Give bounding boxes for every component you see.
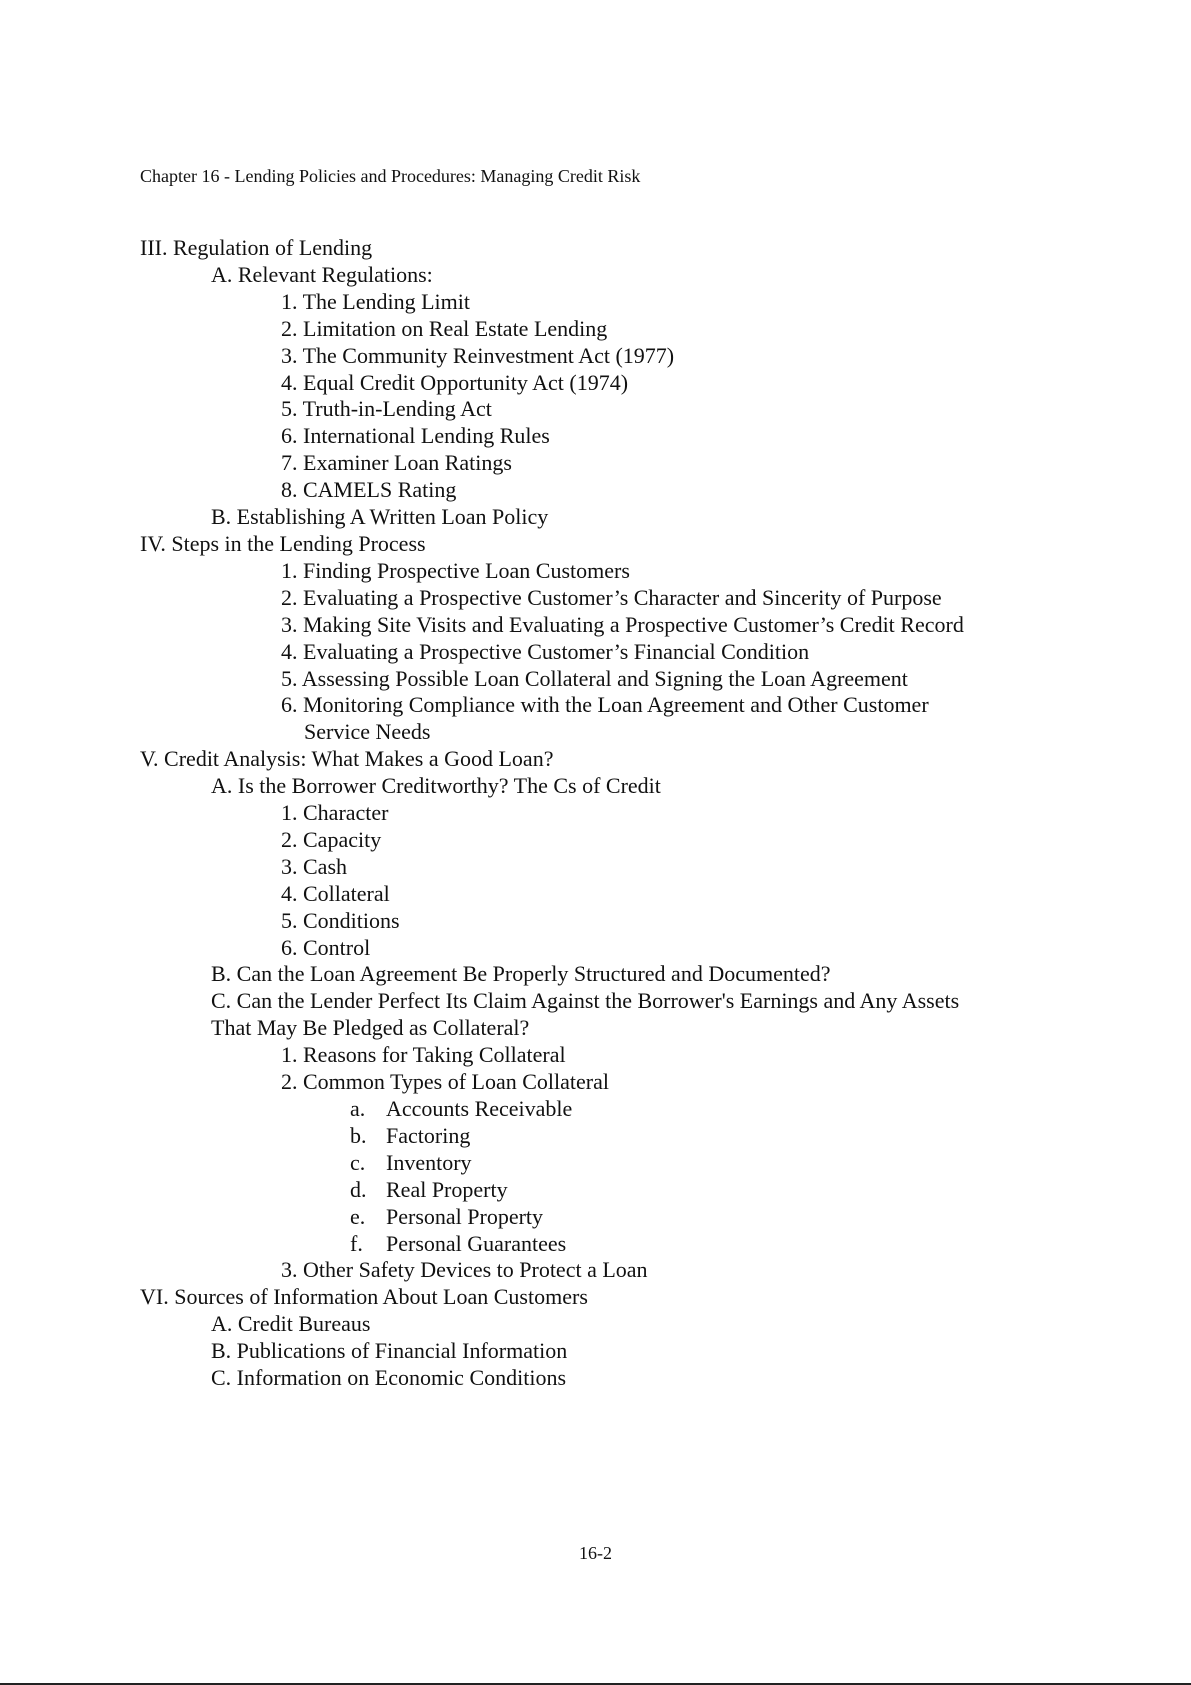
outline-item-text: A. Is the Borrower Creditworthy? The Cs of Credit <box>211 773 661 799</box>
outline-item <box>140 800 1140 827</box>
outline-item <box>140 1096 1140 1123</box>
outline-item-text: 5. Conditions <box>281 907 400 933</box>
outline-item-marker: e. <box>350 1203 366 1229</box>
outline-item <box>140 585 1140 612</box>
outline-item-text: 7. Examiner Loan Ratings <box>281 450 512 476</box>
outline-item <box>140 504 1140 531</box>
chapter-header: Chapter 16 - Lending Policies and Procedures: Managing Credit Risk <box>140 166 641 186</box>
outline-item <box>140 1015 1140 1042</box>
outline-item-text: V. Credit Analysis: What Makes a Good Loan? <box>140 746 554 772</box>
outline-item <box>140 1204 1140 1231</box>
outline-item <box>140 908 1140 935</box>
outline-item-text: 6. International Lending Rules <box>281 423 550 449</box>
outline-item-text: 3. The Community Reinvestment Act (1977) <box>281 342 675 368</box>
outline-item-marker: d. <box>350 1176 367 1202</box>
outline-item <box>140 477 1140 504</box>
outline-item <box>140 988 1140 1015</box>
outline-item <box>140 423 1140 450</box>
outline-item <box>140 961 1140 988</box>
outline-item <box>140 1069 1140 1096</box>
outline-item <box>140 692 1140 719</box>
outline-item-text: 2. Limitation on Real Estate Lending <box>281 315 608 341</box>
outline-item <box>140 1311 1140 1338</box>
outline-item-text: C. Can the Lender Perfect Its Claim Against the Borrower's Earnings and Any Assets <box>211 988 960 1014</box>
outline-item-text: VI. Sources of Information About Loan Customers <box>140 1284 588 1310</box>
outline-item-text: 2. Capacity <box>281 826 382 852</box>
outline-item <box>140 854 1140 881</box>
outline-item <box>140 558 1140 585</box>
outline-item <box>140 1257 1140 1284</box>
outline-item <box>140 316 1140 343</box>
outline-item <box>140 1365 1140 1392</box>
outline-item <box>140 719 1140 746</box>
outline-item <box>140 1231 1140 1258</box>
outline-item-text: 8. CAMELS Rating <box>281 477 457 503</box>
outline-item-text: Inventory <box>386 1149 472 1175</box>
outline-item <box>140 450 1140 477</box>
outline-item-text: 4. Equal Credit Opportunity Act (1974) <box>281 369 629 395</box>
outline-item-text: 4. Collateral <box>281 880 390 906</box>
outline-item-text: 4. Evaluating a Prospective Customer’s Financial Condition <box>281 638 810 664</box>
outline-item <box>140 1284 1140 1311</box>
outline-item <box>140 773 1140 800</box>
outline-item-text: Real Property <box>386 1176 508 1202</box>
outline-item-text: 5. Truth-in-Lending Act <box>281 396 492 422</box>
outline-item <box>140 1177 1140 1204</box>
outline-item <box>140 235 1140 262</box>
outline-item-text: That May Be Pledged as Collateral? <box>211 1015 530 1041</box>
outline-item-text: Personal Guarantees <box>386 1230 567 1256</box>
outline-item-text: Personal Property <box>386 1203 544 1229</box>
outline-item-text: B. Establishing A Written Loan Policy <box>211 504 549 530</box>
outline-item-text: 1. Reasons for Taking Collateral <box>281 1042 566 1068</box>
outline-item <box>140 396 1140 423</box>
page-number: 16-2 <box>579 1543 612 1563</box>
outline-item-marker: f. <box>350 1230 363 1256</box>
outline-item-text: 1. Character <box>281 800 389 826</box>
outline-item-text: 3. Making Site Visits and Evaluating a Prospective Customer’s Credit Record <box>281 611 964 637</box>
outline-item <box>140 1150 1140 1177</box>
outline-item-text: III. Regulation of Lending <box>140 235 373 260</box>
outline-item-text: B. Can the Loan Agreement Be Properly Structured and Documented? <box>211 961 831 987</box>
outline-item-text: Factoring <box>386 1122 471 1148</box>
outline-item-marker: a. <box>350 1096 366 1121</box>
outline-item-text: Service Needs <box>304 719 431 745</box>
outline-item-text: 2. Common Types of Loan Collateral <box>281 1069 610 1095</box>
outline-item <box>140 935 1140 962</box>
outline-item-marker: c. <box>350 1149 366 1175</box>
outline-item-text: 2. Evaluating a Prospective Customer’s Character and Sincerity of Purpose <box>281 584 942 610</box>
outline-item-marker: b. <box>350 1122 367 1148</box>
outline-item-text: B. Publications of Financial Information <box>211 1338 568 1364</box>
outline-item-text: Accounts Receivable <box>386 1096 573 1121</box>
outline-item <box>140 370 1140 397</box>
outline-item <box>140 1338 1140 1365</box>
outline-item-text: 3. Other Safety Devices to Protect a Loan <box>281 1257 648 1283</box>
outline-item <box>140 262 1140 289</box>
outline-item <box>140 827 1140 854</box>
outline-item-text: A. Relevant Regulations: <box>211 261 433 287</box>
outline-item <box>140 1042 1140 1069</box>
outline-item <box>140 289 1140 316</box>
outline-item-text: 6. Monitoring Compliance with the Loan Agreement and Other Customer <box>281 692 929 718</box>
outline-item <box>140 612 1140 639</box>
outline-item-text: 6. Control <box>281 934 371 960</box>
outline-item-text: A. Credit Bureaus <box>211 1311 371 1337</box>
outline-item <box>140 1123 1140 1150</box>
outline-item-text: 5. Assessing Possible Loan Collateral and Signing the Loan Agreement <box>281 665 908 691</box>
outline-item-text: C. Information on Economic Conditions <box>211 1365 567 1391</box>
outline <box>140 235 1140 1392</box>
outline-item-text: 1. Finding Prospective Loan Customers <box>281 557 630 583</box>
outline-item <box>140 531 1140 558</box>
outline-item <box>140 666 1140 693</box>
outline-item <box>140 746 1140 773</box>
outline-item <box>140 343 1140 370</box>
outline-item <box>140 881 1140 908</box>
outline-item-text: 3. Cash <box>281 853 347 879</box>
outline-item-text: 1. The Lending Limit <box>281 288 471 314</box>
outline-item-text: IV. Steps in the Lending Process <box>140 530 426 556</box>
outline-item <box>140 639 1140 666</box>
